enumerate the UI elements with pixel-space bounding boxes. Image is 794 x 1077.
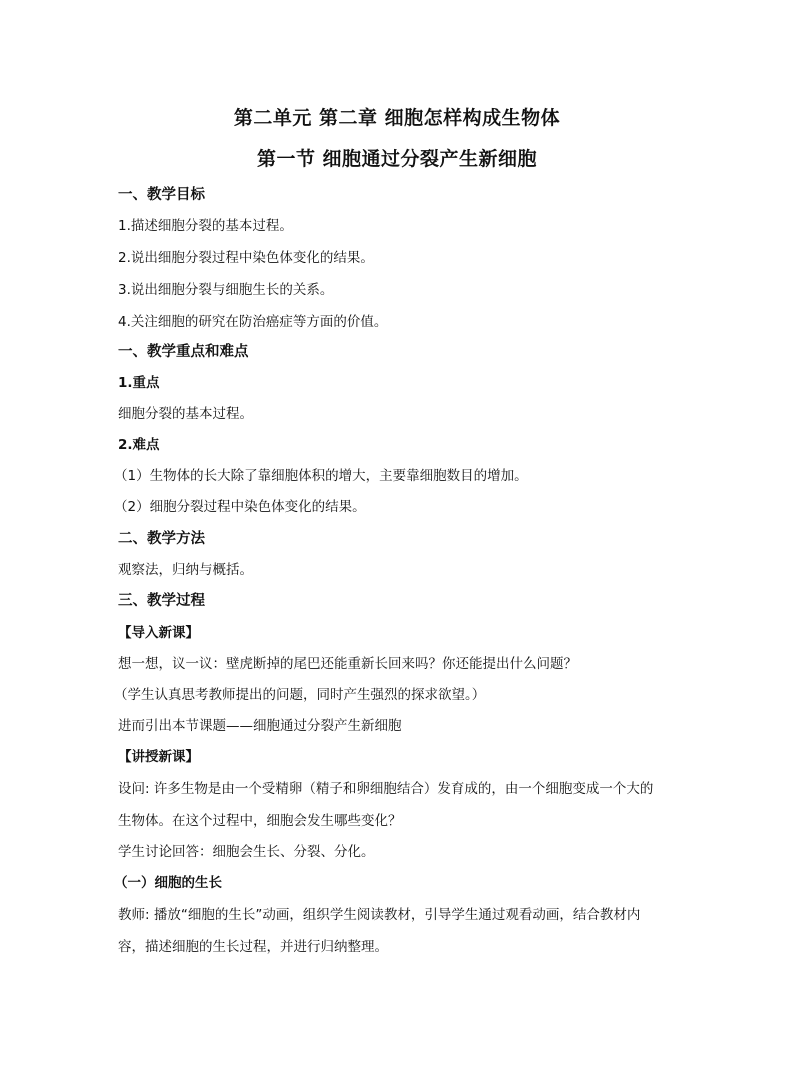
growth-line: 容，描述细胞的生长过程，并进行归纳整理。 xyxy=(118,939,388,955)
difficult-item: （2）细胞分裂过程中染色体变化的结果。 xyxy=(114,499,366,515)
lecture-label: 【讲授新课】 xyxy=(118,749,199,765)
growth-label: （一）细胞的生长 xyxy=(114,875,222,891)
process-heading: 三、教学过程 xyxy=(118,593,205,609)
key-points-heading: 一、教学重点和难点 xyxy=(118,344,249,360)
intro-line: 进而引出本节课题——细胞通过分裂产生新细胞 xyxy=(118,718,402,734)
methods-heading: 二、教学方法 xyxy=(118,531,205,547)
objective-item: 4.关注细胞的研究在防治癌症等方面的价值。 xyxy=(118,314,388,330)
intro-line: （学生认真思考教师提出的问题，同时产生强烈的探求欲望。） xyxy=(114,687,486,703)
objectives-heading: 一、教学目标 xyxy=(118,187,205,203)
key-text: 细胞分裂的基本过程。 xyxy=(118,406,253,422)
methods-text: 观察法，归纳与概括。 xyxy=(118,562,253,578)
objective-item: 2.说出细胞分裂过程中染色体变化的结果。 xyxy=(118,250,374,266)
lecture-line: 生物体。在这个过程中，细胞会发生哪些变化？ xyxy=(118,813,402,829)
lecture-line: 设问: 许多生物是由一个受精卵（精子和卵细胞结合）发育成的，由一个细胞变成一个大的 xyxy=(118,781,654,797)
growth-line: 教师: 播放“细胞的生长”动画，组织学生阅读教材，引导学生通过观看动画，结合教材内 xyxy=(118,907,641,923)
intro-line: 想一想，议一议：壁虎断掉的尾巴还能重新长回来吗？你还能提出什么问题？ xyxy=(118,656,577,672)
key-label: 1.重点 xyxy=(118,375,160,391)
difficult-item: （1）生物体的长大除了靠细胞体积的增大，主要靠细胞数目的增加。 xyxy=(114,468,528,484)
lecture-line: 学生讨论回答：细胞会生长、分裂、分化。 xyxy=(118,844,375,860)
difficult-label: 2.难点 xyxy=(118,437,160,453)
document-title: 第二单元 第二章 细胞怎样构成生物体 xyxy=(233,107,561,129)
objective-item: 3.说出细胞分裂与细胞生长的关系。 xyxy=(118,282,334,298)
section-title: 第一节 细胞通过分裂产生新细胞 xyxy=(256,148,538,170)
objective-item: 1.描述细胞分裂的基本过程。 xyxy=(118,218,293,234)
intro-label: 【导入新课】 xyxy=(118,625,199,641)
